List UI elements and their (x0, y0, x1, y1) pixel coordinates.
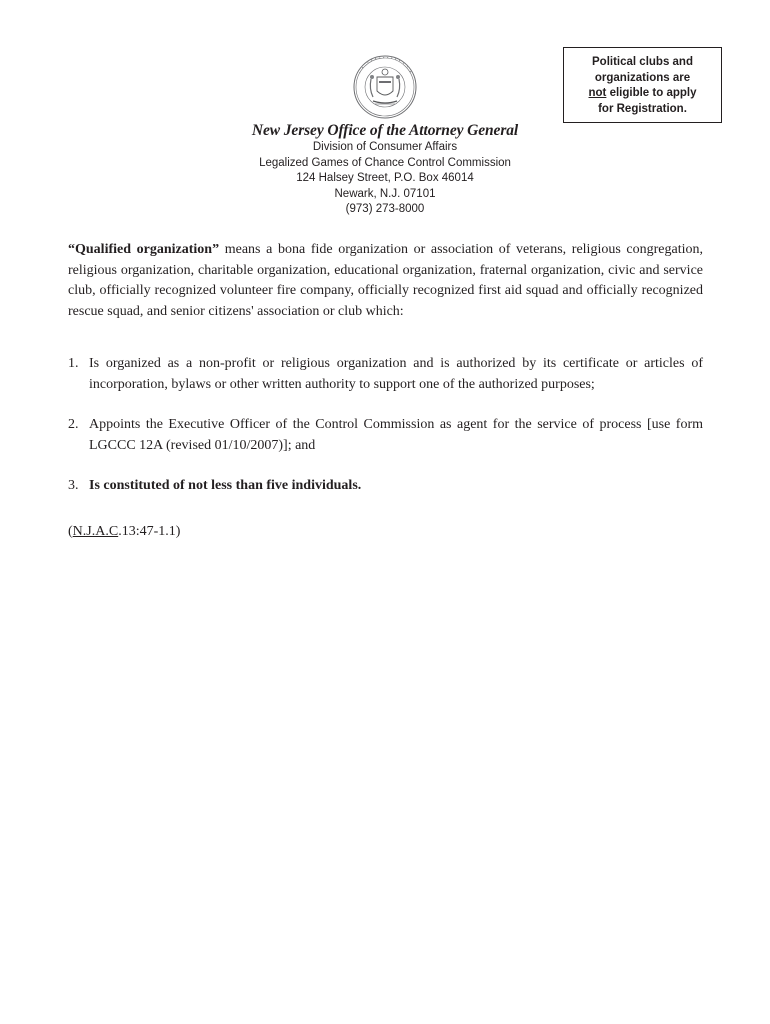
notice-line-3-rest: eligible to apply (606, 87, 697, 99)
criteria-list (68, 354, 703, 497)
qualified-organization-definition (68, 240, 703, 322)
phone-number: (973) 273-8000 (345, 203, 425, 215)
list-item-text: Appoints the Executive Officer of the Control Commission as agent for the service of process [use form LGCCC 12A (revised 01/10/2007)]; and (89, 417, 703, 453)
eligibility-notice (563, 47, 722, 123)
citation-section: .13:47-1.1) (118, 524, 181, 539)
state-seal-icon (353, 55, 417, 119)
definition-text: means a bona fide organization or association of veterans, religious congregation, religious organization, charitable organization, educational organization, fraternal organization, civic and service club, officially recognized volunteer fire company, officially recognized first aid squad and officially recognized rescue squad, and senior citizens' association or club which: (68, 242, 703, 319)
citation-open: ( (68, 524, 73, 539)
list-item (68, 476, 703, 497)
list-item-number: 1. (68, 356, 79, 371)
commission-name: Legalized Games of Chance Control Commission (259, 156, 511, 169)
street-address: 124 Halsey Street, P.O. Box 46014 (296, 172, 474, 184)
notice-line-4: for Registration. (598, 102, 687, 115)
regulation-citation (68, 522, 180, 542)
notice-line-3 (564, 86, 721, 102)
citation-abbreviation: N.J.A.C (72, 524, 119, 539)
list-item-number: 2. (68, 417, 79, 432)
list-item (68, 354, 703, 395)
division-name: Division of Consumer Affairs (312, 141, 458, 153)
city-address: Newark, N.J. 07101 (334, 187, 436, 200)
agency-name: New Jersey Office of the Attorney General (251, 122, 519, 139)
notice-line-2: organizations are (594, 71, 691, 84)
letterhead (185, 122, 585, 218)
list-item-text: Is organized as a non-profit or religious organization and is authorized by its certificate or articles of incorporation, bylaws or other written authority to support one of the authorized purposes; (89, 356, 703, 392)
defined-term: “Qualified organization” (68, 242, 220, 257)
notice-not-emphasis: not (588, 87, 607, 99)
notice-line-1: Political clubs and (592, 56, 693, 68)
list-item-number: 3. (68, 478, 79, 493)
list-item (68, 415, 703, 456)
list-item-text: Is constituted of not less than five individuals. (89, 478, 362, 493)
